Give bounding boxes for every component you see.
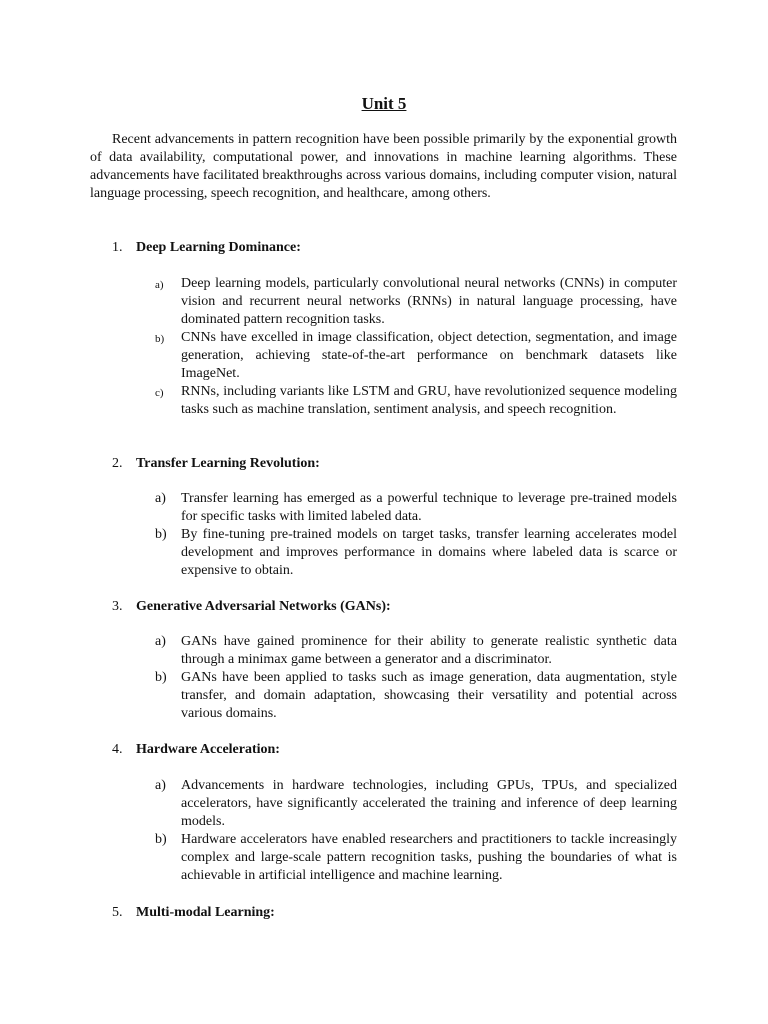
list-item: [155, 777, 677, 831]
list-item: [155, 526, 677, 580]
item-text: Hardware accelerators have enabled researchers and practitioners to tackle increasingly complex and large-scale pattern recognition tasks, pushing the boundaries of what is achievable in artificial intelligence and machine learning.: [181, 832, 677, 883]
item-marker: a): [155, 279, 164, 291]
item-text: GANs have been applied to tasks such as image generation, data augmentation, style transfer, and domain adaptation, showcasing their versatility and potential across various domains.: [181, 670, 677, 721]
section-title: Multi-modal Learning:: [136, 905, 275, 920]
section-number: 2.: [112, 456, 123, 471]
section-title: Transfer Learning Revolution:: [136, 456, 320, 471]
item-text: Transfer learning has emerged as a powerful technique to leverage pre-trained models for specific tasks with limited labeled data.: [181, 491, 677, 524]
section-title: Hardware Acceleration:: [136, 742, 280, 757]
item-marker: b): [155, 832, 167, 847]
item-marker: b): [155, 527, 167, 542]
item-marker: b): [155, 670, 167, 685]
intro-paragraph: Recent advancements in pattern recognition have been possible primarily by the exponential growth of data availability, computational power, and innovations in machine learning algorithms. These advancements have facilitated breakthroughs across various domains, including computer vision, natural language processing, speech recognition, and healthcare, among others.: [90, 132, 677, 201]
list-item: [155, 831, 677, 885]
list-item: [155, 275, 677, 329]
item-text: GANs have gained prominence for their ability to generate realistic synthetic data through a minimax game between a generator and a discriminator.: [181, 634, 677, 667]
item-marker: b): [155, 333, 165, 345]
section-number: 5.: [112, 905, 123, 920]
item-marker: a): [155, 778, 166, 793]
list-item: [155, 329, 677, 383]
section-title: Generative Adversarial Networks (GANs):: [136, 599, 391, 614]
item-text: Deep learning models, particularly convolutional neural networks (CNNs) in computer vision and recurrent neural networks (RNNs) in natural language processing, have dominated pattern recognition tasks.: [181, 276, 677, 327]
item-text: CNNs have excelled in image classification, object detection, segmentation, and image generation, achieving state-of-the-art performance on benchmark datasets like ImageNet.: [181, 330, 677, 381]
item-marker: a): [155, 491, 166, 506]
item-marker: a): [155, 634, 166, 649]
section-title: Deep Learning Dominance:: [136, 240, 301, 255]
section-number: 3.: [112, 599, 123, 614]
section-4-list: [155, 777, 677, 885]
section-1-list: [155, 275, 677, 419]
section-3-list: [155, 633, 677, 723]
list-item: [155, 383, 677, 419]
section-number: 4.: [112, 742, 123, 757]
list-item: [155, 490, 677, 526]
list-item: [155, 633, 677, 669]
item-text: Advancements in hardware technologies, including GPUs, TPUs, and specialized accelerators, have significantly accelerated the training and inference of deep learning models.: [181, 778, 677, 829]
section-2-list: [155, 490, 677, 580]
item-text: By fine-tuning pre-trained models on target tasks, transfer learning accelerates model development and improves performance in domains where labeled data is scarce or expensive to obtain.: [181, 527, 677, 578]
item-marker: c): [155, 387, 164, 399]
page-title: Unit 5: [361, 94, 407, 113]
list-item: [155, 669, 677, 723]
section-number: 1.: [112, 240, 123, 255]
item-text: RNNs, including variants like LSTM and GRU, have revolutionized sequence modeling tasks such as machine translation, sentiment analysis, and speech recognition.: [181, 384, 677, 417]
